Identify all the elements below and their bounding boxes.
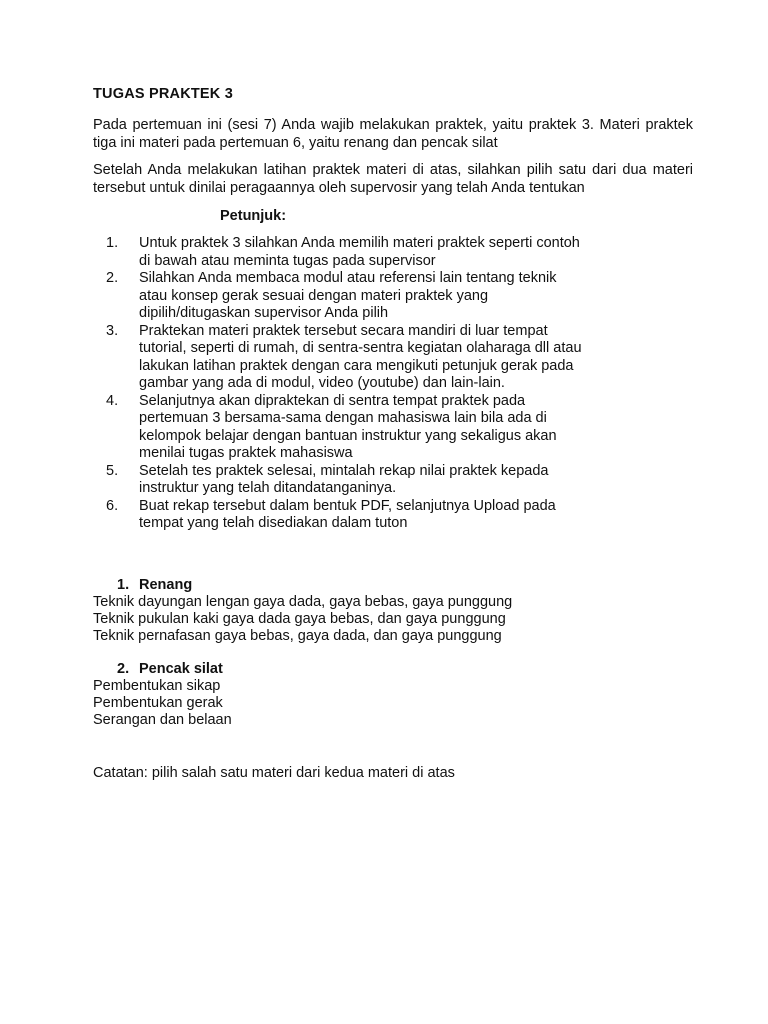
- instruction-line: Buat rekap tersebut dalam bentuk PDF, selanjutnya Upload pada: [139, 497, 556, 514]
- instruction-line: tempat yang telah disediakan dalam tuton: [139, 515, 408, 531]
- section-pencak-silat: [93, 661, 232, 729]
- section-number: 2.: [117, 661, 130, 677]
- section-title: Pencak silat: [139, 661, 223, 677]
- section-item: Pembentukan sikap: [93, 678, 221, 694]
- instruction-item: [106, 498, 626, 533]
- instruction-list: [106, 235, 626, 533]
- section-item: Teknik dayungan lengan gaya dada, gaya bebas, gaya punggung: [93, 594, 513, 610]
- instruction-number: 5.: [106, 462, 119, 479]
- instruction-number: 6.: [106, 497, 119, 514]
- instruction-line: dipilih/ditugaskan supervisor Anda pilih: [139, 305, 389, 321]
- section-item: Serangan dan belaan: [93, 712, 232, 728]
- instruction-line: pertemuan 3 bersama-sama dengan mahasiswa lain bila ada di: [139, 410, 547, 426]
- section-title: Renang: [139, 577, 193, 593]
- instruction-line: Untuk praktek 3 silahkan Anda memilih materi praktek seperti contoh: [139, 235, 580, 251]
- instruction-line: instruktur yang telah ditandatanganinya.: [139, 480, 397, 496]
- instruction-number: 4.: [106, 392, 119, 409]
- instruction-line: menilai tugas praktek mahasiswa: [139, 445, 353, 461]
- instruction-line: di bawah atau meminta tugas pada supervisor: [139, 252, 436, 269]
- document-title: TUGAS PRAKTEK 3: [93, 86, 233, 102]
- note-text: Catatan: pilih salah satu materi dari kedua materi di atas: [93, 765, 455, 781]
- instruction-item: [106, 393, 626, 463]
- instruction-line: gambar yang ada di modul, video (youtube) dan lain-lain.: [139, 375, 505, 391]
- instruction-item: [106, 270, 626, 323]
- instruction-number: 3.: [106, 322, 119, 339]
- instruction-line: lakukan latihan praktek dengan cara mengikuti petunjuk gerak pada: [139, 357, 574, 374]
- instruction-item: [106, 463, 626, 498]
- instruction-line: atau konsep gerak sesuai dengan materi praktek yang: [139, 287, 489, 304]
- section-renang: [93, 577, 512, 645]
- instruction-line: Setelah tes praktek selesai, mintalah rekap nilai praktek kepada: [139, 462, 549, 479]
- section-number: 1.: [117, 577, 130, 593]
- instruction-line: Silahkan Anda membaca modul atau referensi lain tentang teknik: [139, 270, 557, 286]
- instruction-line: tutorial, seperti di rumah, di sentra-sentra kegiatan olaharaga dll atau: [139, 340, 582, 356]
- instruction-item: [106, 235, 626, 270]
- section-item: Teknik pernafasan gaya bebas, gaya dada, dan gaya punggung: [93, 628, 502, 644]
- intro-paragraph-2: Setelah Anda melakukan latihan praktek materi di atas, silahkan pilih satu dari dua materi tersebut untuk dinilai peragaannya oleh supervosir yang telah Anda tentukan: [93, 162, 693, 196]
- instruction-item: [106, 323, 626, 393]
- instruction-line: kelompok belajar dengan bantuan instruktur yang sekaligus akan: [139, 427, 557, 444]
- intro-paragraph-1: Pada pertemuan ini (sesi 7) Anda wajib melakukan praktek, yaitu praktek 3. Materi praktek tiga ini materi pada pertemuan 6, yaitu renang dan pencak silat: [93, 117, 693, 151]
- instruction-line: Selanjutnya akan dipraktekan di sentra tempat praktek pada: [139, 392, 526, 409]
- section-item: Pembentukan gerak: [93, 695, 223, 711]
- section-heading: [93, 577, 512, 594]
- section-item: Teknik pukulan kaki gaya dada gaya bebas, dan gaya punggung: [93, 611, 506, 627]
- instruction-number: 1.: [106, 235, 119, 251]
- instruction-line: Praktekan materi praktek tersebut secara mandiri di luar tempat: [139, 322, 548, 339]
- petunjuk-heading: Petunjuk:: [220, 208, 287, 224]
- instruction-number: 2.: [106, 270, 119, 286]
- section-heading: [93, 661, 232, 678]
